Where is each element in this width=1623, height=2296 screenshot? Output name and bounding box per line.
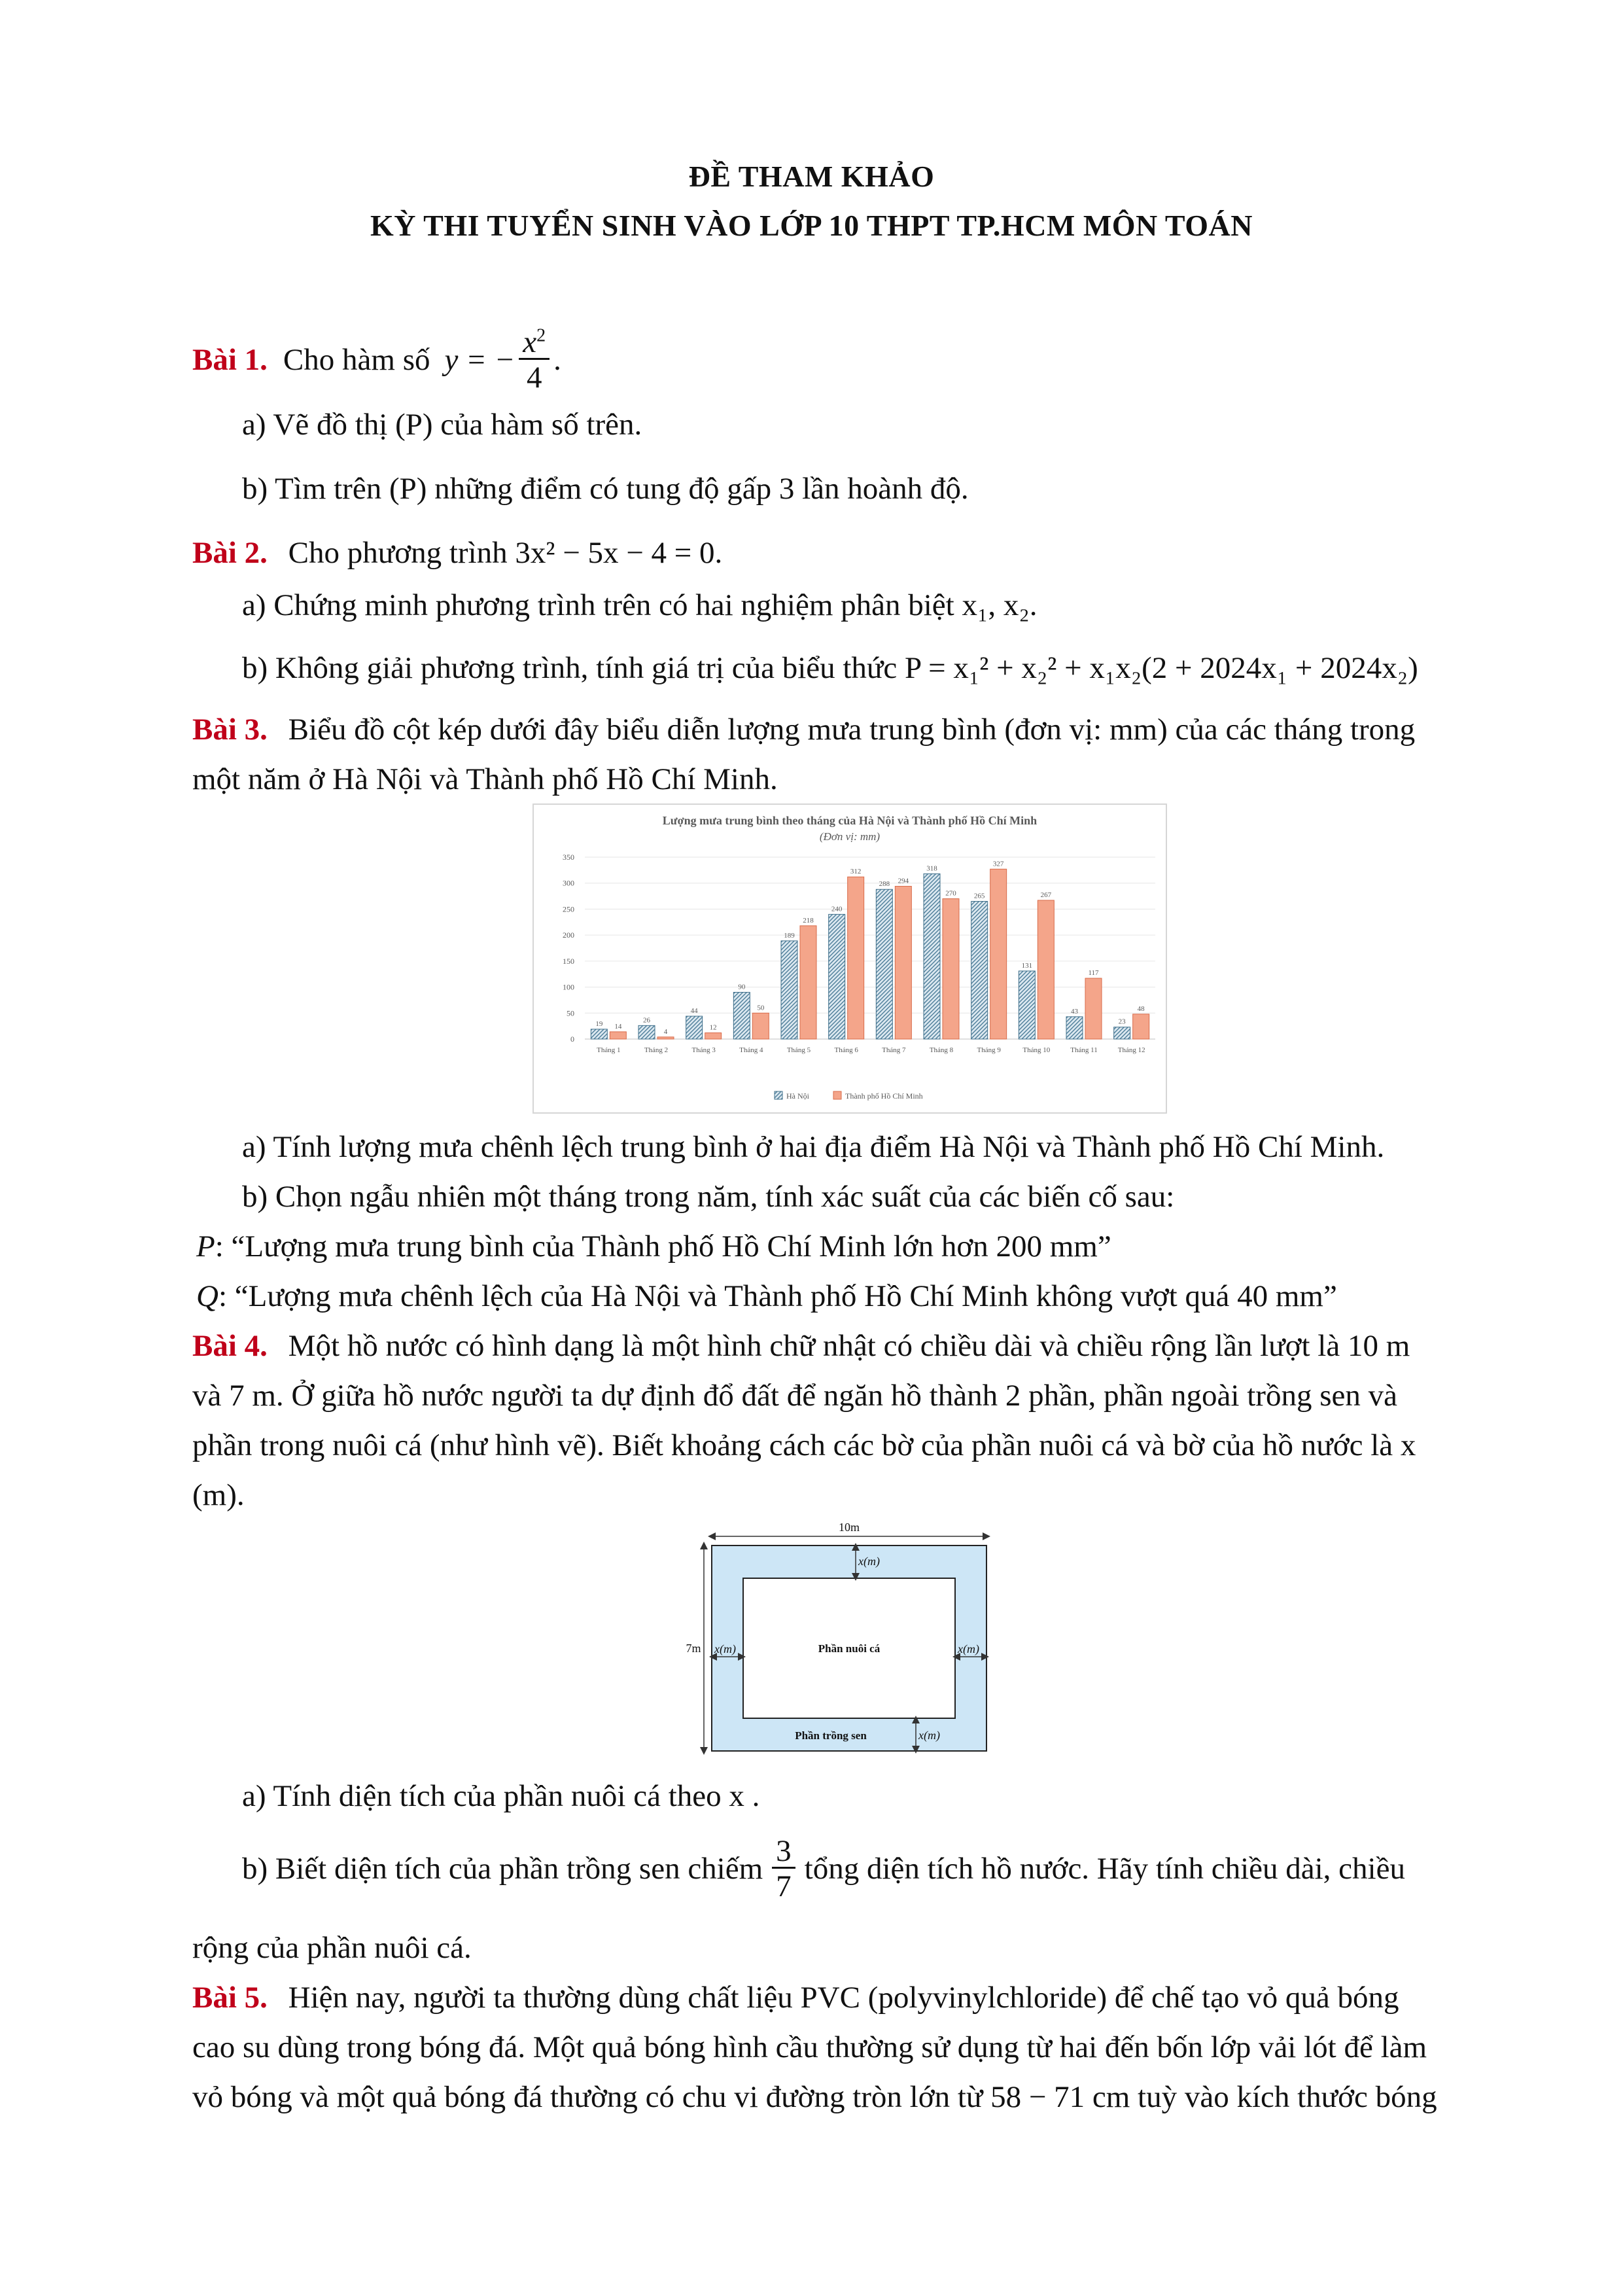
x-tick-label: Tháng 2	[644, 1046, 669, 1054]
data-label: 267	[1040, 891, 1052, 899]
bai4-label: Bài 4.	[192, 1329, 268, 1363]
bar-hanoi	[781, 941, 797, 1039]
y-tick-label: 350	[563, 853, 574, 862]
bar-hcm	[705, 1033, 722, 1039]
data-label: 327	[992, 860, 1004, 868]
legend-swatch	[833, 1091, 841, 1099]
pond-diagram-svg	[680, 1518, 1021, 1767]
data-label: 218	[803, 916, 814, 925]
data-label: 131	[1021, 961, 1033, 970]
bai1-func-num: x	[523, 325, 537, 359]
bar-hcm	[943, 899, 959, 1039]
bai4-line2: và 7 m. Ở giữa hồ nước người ta dự định đổ đất để ngăn hồ thành 2 phần, phần ngoài trồng sen và	[192, 1379, 1397, 1413]
x-tick-label: Tháng 12	[1117, 1046, 1145, 1054]
fish-area-label: Phần nuôi cá	[818, 1642, 881, 1655]
data-label: 4	[663, 1027, 668, 1036]
bar-hcm	[848, 877, 864, 1039]
bai4-line1: Một hồ nước có hình dạng là một hình chữ nhật có chiều dài và chiều rộng lần lượt là 10 m	[288, 1329, 1410, 1363]
rainfall-chart-svg	[534, 805, 1166, 1112]
bai4-part-a: a) Tính diện tích của phần nuôi cá theo x .	[242, 1779, 760, 1813]
y-tick-label: 300	[563, 878, 574, 888]
x-tick-label: Tháng 5	[786, 1046, 811, 1054]
event-q-text: : “Lượng mưa chênh lệch của Hà Nội và Thành phố Hồ Chí Minh không vượt quá 40 mm”	[218, 1279, 1337, 1313]
bar-hanoi	[733, 993, 750, 1039]
exam-header-line2: KỲ THI TUYỂN SINH VÀO LỚP 10 THPT TP.HCM MÔN TOÁN	[370, 209, 1253, 242]
y-tick-label: 200	[563, 930, 574, 940]
bai4-line3: phần trong nuôi cá (như hình vẽ). Biết khoảng cách các bờ của phần nuôi cá và bờ của hồ nước là x	[192, 1428, 1416, 1462]
bai4-line4: (m).	[192, 1478, 245, 1512]
bai5-statement-line1	[192, 1983, 1399, 2013]
data-label: 270	[945, 889, 956, 898]
bar-hcm	[800, 926, 816, 1039]
y-tick-label: 50	[567, 1008, 574, 1018]
y-tick-label: 150	[563, 956, 574, 966]
bar-hcm	[990, 869, 1007, 1039]
bai3-line1: Biểu đồ cột kép dưới đây biểu diễn lượng mưa trung bình (đơn vị: mm) của các tháng trong	[288, 713, 1416, 747]
bar-hanoi	[1019, 971, 1035, 1039]
bai3-part-a: a) Tính lượng mưa chênh lệch trung bình ở hai địa điểm Hà Nội và Thành phố Hồ Chí Minh.	[242, 1130, 1385, 1164]
bai2-part-a: a) Chứng minh phương trình trên có hai nghiệm phân biệt x₁, x₂.	[242, 588, 1038, 622]
data-label: 12	[709, 1023, 717, 1032]
y-tick-label: 0	[570, 1034, 574, 1044]
x-tick-label: Tháng 11	[1070, 1046, 1098, 1054]
data-label: 19	[595, 1019, 603, 1028]
bar-hcm	[895, 886, 911, 1039]
legend-label: Thành phố Hồ Chí Minh	[845, 1091, 923, 1101]
bai1-func-num-sup: 2	[536, 325, 546, 346]
bar-hanoi	[638, 1025, 655, 1039]
chart-subtitle: (Đơn vị: mm)	[819, 830, 881, 843]
x-tick-label: Tháng 4	[739, 1046, 763, 1054]
rainfall-chart	[532, 804, 1167, 1114]
data-label: 48	[1137, 1004, 1145, 1013]
bai2-label: Bài 2.	[192, 536, 268, 570]
x-left-label: x(m)	[714, 1642, 736, 1655]
x-tick-label: Tháng 10	[1022, 1046, 1051, 1054]
data-label: 43	[1071, 1007, 1078, 1016]
bai5-line1: Hiện nay, người ta thường dùng chất liệu PVC (polyvinylchloride) để chế tạo vỏ quả bóng	[288, 1981, 1399, 2015]
bai4-frac-den: 7	[772, 1867, 795, 1902]
bar-hanoi	[1066, 1017, 1083, 1039]
event-p-text: : “Lượng mưa trung bình của Thành phố Hồ Chí Minh lớn hơn 200 mm”	[215, 1229, 1111, 1263]
bar-hcm	[1085, 978, 1102, 1039]
x-tick-label: Tháng 9	[977, 1046, 1001, 1054]
data-label: 189	[784, 931, 795, 940]
bai1-statement: Bài 1. Cho hàm số y = − $\frac{x^2}{4}$ .	[192, 325, 561, 395]
data-label: 44	[690, 1007, 698, 1016]
x-tick-label: Tháng 6	[834, 1046, 858, 1054]
bai1-fraction	[519, 327, 550, 393]
bar-hcm	[752, 1013, 769, 1039]
bar-hanoi	[591, 1029, 607, 1039]
y-tick-label: 250	[563, 904, 574, 914]
data-label: 294	[898, 877, 909, 885]
bar-hcm	[1038, 900, 1054, 1039]
x-tick-label: Tháng 3	[691, 1046, 716, 1054]
data-label: 14	[614, 1022, 622, 1031]
bai4-part-b	[242, 1836, 1405, 1902]
y-tick-label: 100	[563, 982, 574, 992]
bar-hanoi	[876, 889, 892, 1039]
bai4-b-pre: b) Biết diện tích của phần trồng sen chiếm	[242, 1852, 763, 1886]
bai3-line2: một năm ở Hà Nội và Thành phố Hồ Chí Minh.	[192, 762, 778, 796]
x-top-label: x(m)	[858, 1555, 880, 1568]
x-tick-label: Tháng 8	[929, 1046, 954, 1054]
bai4-b-line2: rộng của phần nuôi cá.	[192, 1931, 472, 1965]
lotus-area-label: Phần trồng sen	[795, 1729, 867, 1742]
bai1-part-b: b) Tìm trên (P) những điểm có tung độ gấp 3 lần hoành độ.	[242, 472, 969, 506]
bai1-part-a: a) Vẽ đồ thị (P) của hàm số trên.	[242, 408, 642, 442]
exam-header-line1: ĐỀ THAM KHẢO	[688, 160, 935, 193]
bai1-label: Bài 1.	[192, 343, 268, 377]
x-tick-label: Tháng 1	[597, 1046, 621, 1054]
bai3-event-p	[196, 1231, 1111, 1262]
bai4-fraction	[772, 1836, 795, 1902]
x-bottom-label: x(m)	[918, 1729, 940, 1742]
bai5-line2: cao su dùng trong bóng đá. Một quả bóng hình cầu thường sử dụng từ hai đến bốn lớp vải lót để làm	[192, 2030, 1427, 2064]
data-label: 288	[879, 880, 890, 889]
event-q-label: Q	[196, 1279, 218, 1313]
bai1-func-lhs: y = −	[444, 343, 515, 377]
bai1-func-den: 4	[519, 358, 550, 393]
legend-label: Hà Nội	[786, 1091, 809, 1101]
bai5-label: Bài 5.	[192, 1981, 268, 2015]
bar-hanoi	[829, 914, 845, 1039]
event-p-label: P	[196, 1229, 215, 1263]
data-label: 90	[738, 983, 746, 991]
bai3-statement-line1	[192, 715, 1415, 745]
bar-hanoi	[686, 1016, 703, 1039]
bai2-part-b: b) Không giải phương trình, tính giá trị của biểu thức P = x₁² + x₂² + x₁x₂(2 + 2024x₁ + 2024x₂)	[242, 651, 1418, 685]
x-right-label: x(m)	[958, 1642, 979, 1655]
data-label: 26	[643, 1016, 650, 1025]
data-label: 265	[973, 892, 985, 900]
bar-hcm	[1133, 1014, 1149, 1039]
height-label: 7m	[686, 1642, 701, 1655]
bai3-label: Bài 3.	[192, 713, 268, 747]
bai3-event-q	[196, 1281, 1337, 1312]
bar-hanoi	[924, 874, 940, 1039]
data-label: 23	[1118, 1017, 1126, 1026]
width-label: 10m	[838, 1521, 860, 1534]
bai3-part-b: b) Chọn ngẫu nhiên một tháng trong năm, tính xác suất của các biến cố sau:	[242, 1180, 1175, 1214]
x-tick-label: Tháng 7	[882, 1046, 906, 1054]
data-label: 240	[831, 905, 843, 913]
pond-diagram	[680, 1518, 1021, 1767]
bai4-frac-num: 3	[776, 1834, 792, 1868]
bai2-statement	[192, 538, 722, 569]
bai1-intro: Cho hàm số	[283, 343, 430, 377]
bar-hanoi	[1114, 1027, 1130, 1039]
bai4-statement-line1	[192, 1331, 1410, 1362]
bai2-intro: Cho phương trình 3x² − 5x − 4 = 0.	[288, 536, 723, 570]
data-label: 50	[757, 1004, 765, 1012]
bai4-b-post: tổng diện tích hồ nước. Hãy tính chiều dài, chiều	[804, 1852, 1405, 1886]
chart-title: Lượng mưa trung bình theo tháng của Hà Nội và Thành phố Hồ Chí Minh	[662, 814, 1038, 827]
data-label: 318	[926, 864, 937, 873]
bar-hcm	[657, 1037, 674, 1039]
bar-hcm	[610, 1032, 626, 1039]
data-label: 117	[1088, 969, 1099, 978]
legend-swatch	[775, 1091, 782, 1099]
data-label: 312	[850, 868, 862, 876]
bar-hanoi	[971, 902, 988, 1039]
bai5-line3: vỏ bóng và một quả bóng đá thường có chu vi đường tròn lớn từ 58 − 71 cm tuỳ vào kích thước bóng	[192, 2080, 1437, 2114]
